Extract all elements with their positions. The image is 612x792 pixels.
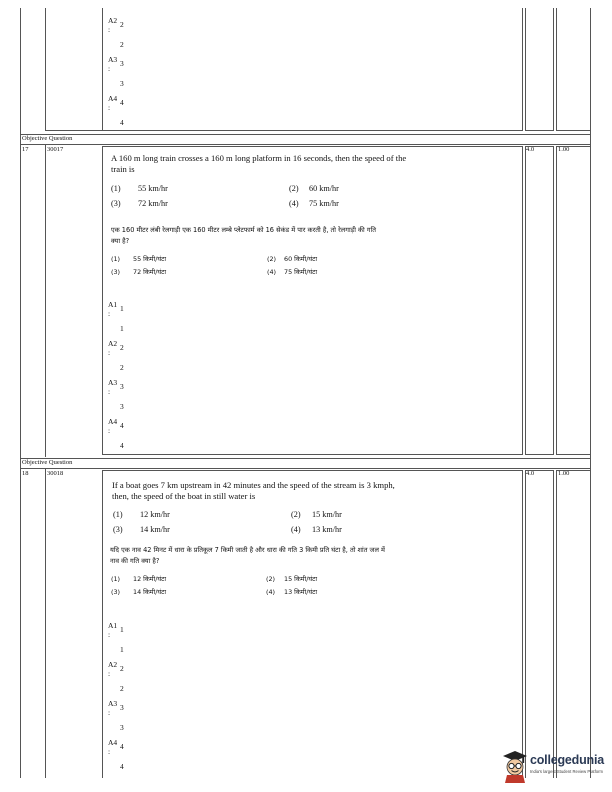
answer-option-value: 4: [120, 762, 124, 771]
option-number: (3): [113, 525, 123, 534]
option-number: (2): [291, 510, 301, 519]
option-text: 75 किमी/घंटा: [284, 268, 318, 276]
answer-label-value: 3: [120, 59, 124, 68]
option-text: 15 किमी/घंटा: [284, 575, 318, 583]
answer-label: A1: [108, 300, 118, 309]
answer-option-value: 2: [120, 363, 124, 372]
answer-label-value: 2: [120, 20, 124, 29]
question-text-hindi: एक 160 मीटर लंबी रेलगाड़ी एक 160 मीटर लम्बे प्लेटफार्म को 16 सेकंड में पार करती है, तो रेलगाड़ी की गति: [111, 226, 377, 234]
answer-label-value: 2: [120, 664, 124, 673]
question-negative-marks: 1.00: [558, 146, 570, 153]
answer-label: A2: [108, 660, 118, 669]
answer-option-value: 3: [120, 402, 124, 411]
brand-tagline: India's largest Student Review Platform: [530, 769, 603, 774]
answer-colon: :: [108, 25, 111, 34]
answer-label-value: 3: [120, 703, 124, 712]
option-number: (2): [267, 255, 277, 263]
option-number: (1): [111, 575, 121, 583]
option-number: (4): [291, 525, 301, 534]
question-type-label: Objective Question: [22, 459, 73, 466]
table-border-left: [20, 8, 21, 778]
answer-colon: :: [108, 103, 111, 112]
question-serial: 17: [22, 146, 29, 153]
answer-colon: :: [108, 64, 111, 73]
question-id: 30017: [47, 146, 64, 153]
question-text-english-cont: train is: [111, 164, 135, 174]
answer-option-value: 1: [120, 645, 124, 654]
option-text: 55 km/hr: [138, 184, 168, 193]
option-text: 14 km/hr: [140, 525, 170, 534]
option-number: (1): [111, 255, 121, 263]
option-number: (2): [289, 184, 299, 193]
answer-label-value: 4: [120, 742, 124, 751]
answer-colon: :: [108, 348, 111, 357]
answer-label-value: 4: [120, 98, 124, 107]
option-number: (2): [266, 575, 276, 583]
option-number: (4): [266, 588, 276, 596]
answer-colon: :: [108, 669, 111, 678]
answer-colon: :: [108, 309, 111, 318]
option-text: 72 किमी/घंटा: [133, 268, 167, 276]
option-text: 15 km/hr: [312, 510, 342, 519]
graduate-mascot-icon: [502, 749, 528, 783]
answer-label: A4: [108, 738, 118, 747]
answer-colon: :: [108, 426, 111, 435]
option-number: (1): [113, 510, 123, 519]
answer-colon: :: [108, 630, 111, 639]
answer-label: A3: [108, 55, 118, 64]
question-id: 30018: [47, 470, 64, 477]
answer-label: A4: [108, 417, 118, 426]
option-number: (1): [111, 184, 121, 193]
answer-label: A4: [108, 94, 118, 103]
option-number: (3): [111, 199, 121, 208]
answer-label: A1: [108, 621, 118, 630]
option-text: 72 km/hr: [138, 199, 168, 208]
question-text-english: A 160 m long train crosses a 160 m long platform in 16 seconds, then the speed of the: [111, 153, 407, 163]
option-text: 12 किमी/घंटा: [133, 575, 167, 583]
question-text-english-cont: then, the speed of the boat in still water is: [112, 491, 256, 501]
answer-option-value: 3: [120, 79, 124, 88]
answer-option-value: 4: [120, 441, 124, 450]
answer-label: A2: [108, 16, 118, 25]
question-text-hindi-cont: नाव की गति क्या है?: [110, 557, 160, 565]
question-marks: 4.0: [526, 146, 535, 153]
answer-label: A2: [108, 339, 118, 348]
question-negative-marks: 1.00: [558, 470, 570, 477]
table-border-right: [590, 8, 591, 778]
option-number: (4): [289, 199, 299, 208]
collegedunia-watermark: [502, 748, 608, 784]
answer-label-value: 4: [120, 421, 124, 430]
brand-name: collegedunia: [530, 753, 605, 767]
option-text: 60 किमी/घंटा: [284, 255, 318, 263]
option-number: (4): [267, 268, 277, 276]
option-number: (3): [111, 268, 121, 276]
answer-colon: :: [108, 747, 111, 756]
option-text: 14 किमी/घंटा: [133, 588, 167, 596]
question-text-english: If a boat goes 7 km upstream in 42 minutes and the speed of the stream is 3 kmph,: [112, 480, 395, 490]
answer-colon: :: [108, 708, 111, 717]
answer-colon: :: [108, 387, 111, 396]
option-text: 13 km/hr: [312, 525, 342, 534]
question-type-label: Objective Question: [22, 135, 73, 142]
answer-label-value: 1: [120, 304, 124, 313]
question-marks: 4.0: [526, 470, 535, 477]
answer-label-value: 3: [120, 382, 124, 391]
answer-option-value: 4: [120, 118, 124, 127]
answer-label-value: 2: [120, 343, 124, 352]
question-serial: 18: [22, 470, 29, 477]
question-text-hindi-cont: क्या है?: [111, 237, 130, 245]
answer-option-value: 2: [120, 40, 124, 49]
question-text-hindi: यदि एक नाव 42 मिनट में धारा के प्रतिकूल 7 किमी जाती है और धारा की गति 3 किमी प्रति घंटा है, तो शांत जल में: [110, 546, 385, 554]
option-text: 75 km/hr: [309, 199, 339, 208]
option-text: 55 किमी/घंटा: [133, 255, 167, 263]
answer-label-value: 1: [120, 625, 124, 634]
answer-label: A3: [108, 378, 118, 387]
option-number: (3): [111, 588, 121, 596]
option-text: 60 km/hr: [309, 184, 339, 193]
answer-label: A3: [108, 699, 118, 708]
answer-option-value: 1: [120, 324, 124, 333]
option-text: 13 किमी/घंटा: [284, 588, 318, 596]
option-text: 12 km/hr: [140, 510, 170, 519]
answer-option-value: 3: [120, 723, 124, 732]
answer-option-value: 2: [120, 684, 124, 693]
